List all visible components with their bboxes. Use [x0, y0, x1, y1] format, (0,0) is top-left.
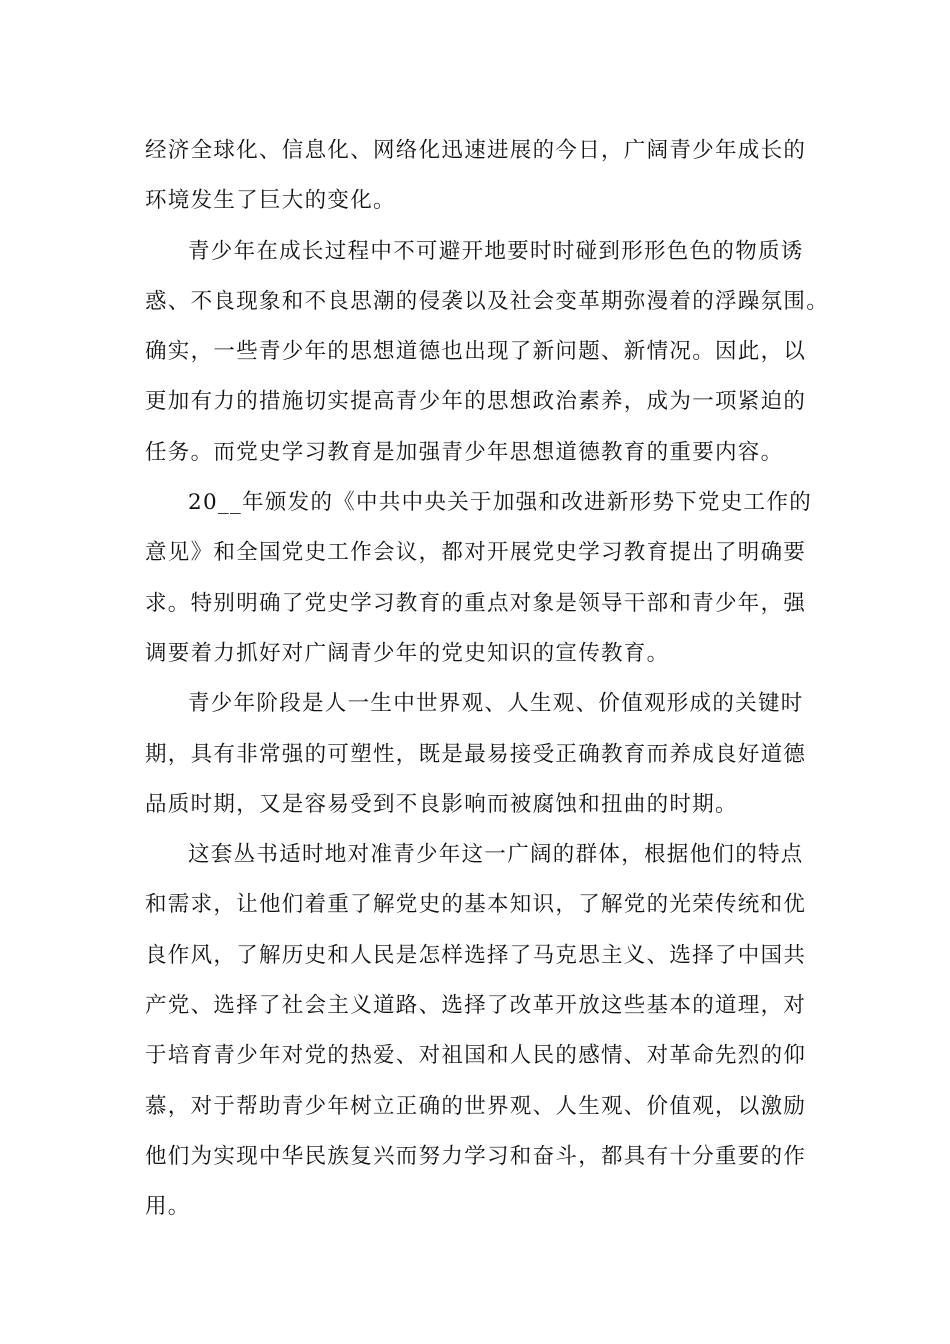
paragraph-1: [145, 126, 810, 227]
text-line: 和需求，让他们着重了解党史的基本知识，了解党的光荣传统和优: [145, 892, 807, 918]
paragraph-3: [145, 478, 813, 679]
paragraph-5: [145, 830, 810, 1232]
text-line: 意见》和全国党史工作会议，都对开展党史学习教育提出了明确要: [145, 540, 807, 566]
paragraph-2: [145, 227, 830, 478]
text-line: 环境发生了巨大的变化。: [145, 188, 396, 214]
text-line: 确实，一些青少年的思想道德也出现了新问题、新情况。因此，以: [145, 339, 807, 365]
document-body: [145, 126, 830, 1233]
text-line: 更加有力的措施切实提高青少年的思想政治素养，成为一项紧迫的: [145, 389, 807, 415]
text-line: 产党、选择了社会主义道路、选择了改革开放这些基本的道理，对: [145, 993, 807, 1019]
text-line: 良作风，了解历史和人民是怎样选择了马克思主义、选择了中国共: [145, 942, 807, 968]
text-line: 20__年颁发的《中共中央关于加强和改进新形势下党史工作的: [188, 490, 813, 516]
text-line: 品质时期，又是容易受到不良影响而被腐蚀和扭曲的时期。: [145, 791, 738, 817]
text-line: 求。特别明确了党史学习教育的重点对象是领导干部和青少年，强: [145, 590, 807, 616]
text-line: 他们为实现中华民族复兴而努力学习和奋斗，都具有十分重要的作: [145, 1143, 807, 1169]
paragraph-4: [145, 679, 810, 830]
text-line: 用。: [145, 1194, 191, 1220]
text-line: 经济全球化、信息化、网络化迅速进展的今日，广阔青少年成长的: [145, 138, 807, 163]
text-line: 任务。而党史学习教育是加强青少年思想道德教育的重要内容。: [145, 439, 784, 465]
text-line: 惑、不良现象和不良思潮的侵袭以及社会变革期弥漫着的浮躁氛围。: [145, 288, 830, 314]
text-line: 慕，对于帮助青少年树立正确的世界观、人生观、价值观，以激励: [145, 1093, 807, 1119]
text-line: 期，具有非常强的可塑性，既是最易接受正确教育而养成良好道德: [145, 741, 807, 767]
text-line: 这套丛书适时地对准青少年这一广阔的群体，根据他们的特点: [188, 842, 804, 868]
text-line: 青少年阶段是人一生中世界观、人生观、价值观形成的关键时: [188, 691, 804, 717]
text-line: 调要着力抓好对广阔青少年的党史知识的宣传教育。: [145, 640, 670, 666]
text-line: 于培育青少年对党的热爱、对祖国和人民的感情、对革命先烈的仰: [145, 1043, 807, 1069]
text-line: 青少年在成长过程中不可避开地要时时碰到形形色色的物质诱: [188, 238, 804, 264]
